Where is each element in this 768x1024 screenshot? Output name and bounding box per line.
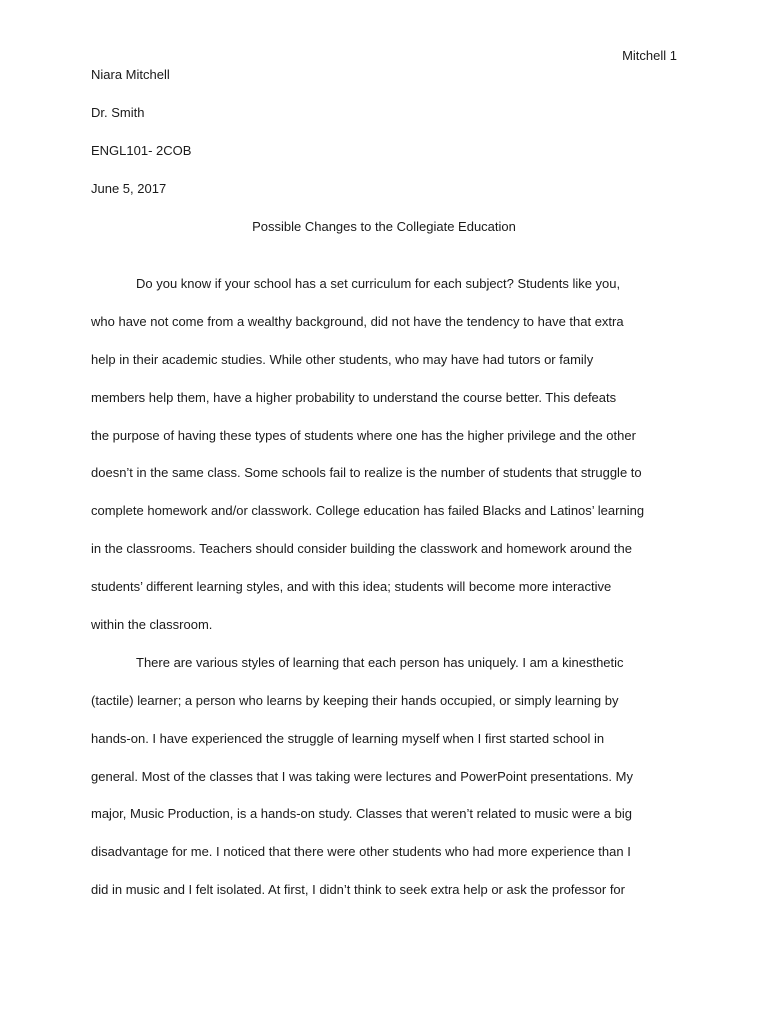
course-code: ENGL101- 2COB bbox=[91, 143, 192, 158]
paragraph-1-line: help in their academic studies. While other students, who may have had tutors or family bbox=[91, 351, 594, 367]
paragraph-2-line: hands-on. I have experienced the struggle of learning myself when I first started school in bbox=[91, 730, 605, 746]
paragraph-2-line: (tactile) learner; a person who learns by keeping their hands occupied, or simply learning by bbox=[91, 692, 619, 708]
paragraph-1-line: in the classrooms. Teachers should consider building the classwork and homework around the bbox=[91, 541, 632, 557]
document-date: June 5, 2017 bbox=[91, 181, 167, 196]
paragraph-2-line: major, Music Production, is a hands-on study. Classes that weren’t related to music were a big bbox=[91, 806, 632, 822]
paragraph-1-line: Do you know if your school has a set curriculum for each subject? Students like you, bbox=[136, 276, 621, 291]
paragraph-1-line: who have not come from a wealthy background, did not have the tendency to have that extra bbox=[91, 313, 624, 329]
paragraph-1-line: doesn’t in the same class. Some schools fail to realize is the number of students that struggle to bbox=[91, 465, 642, 481]
paragraph-2-line: disadvantage for me. I noticed that there were other students who had more experience than I bbox=[91, 844, 631, 860]
paragraph-2-line: There are various styles of learning that each person has uniquely. I am a kinesthetic bbox=[136, 654, 624, 670]
document-title: Possible Changes to the Collegiate Education bbox=[252, 219, 516, 234]
running-head: Mitchell 1 bbox=[622, 48, 677, 63]
paragraph-1-line: complete homework and/or classwork. College education has failed Blacks and Latinos’ learning bbox=[91, 503, 645, 519]
paragraph-1-line: members help them, have a higher probability to understand the course better. This defeats bbox=[91, 389, 617, 405]
paragraph-1-line: students’ different learning styles, and with this idea; students will become more interactive bbox=[91, 579, 612, 595]
paragraph-1-line: within the classroom. bbox=[91, 617, 213, 633]
instructor-name: Dr. Smith bbox=[91, 105, 145, 120]
mla-heading bbox=[91, 66, 681, 218]
document-body bbox=[91, 275, 691, 919]
paragraph-2-line: did in music and I felt isolated. At first, I didn’t think to seek extra help or ask the professor for bbox=[91, 882, 625, 898]
paragraph-1-line: the purpose of having these types of students where one has the higher privilege and the other bbox=[91, 427, 636, 443]
paragraph-2-line: general. Most of the classes that I was taking were lectures and PowerPoint presentations. My bbox=[91, 768, 633, 784]
author-name: Niara Mitchell bbox=[91, 67, 170, 82]
